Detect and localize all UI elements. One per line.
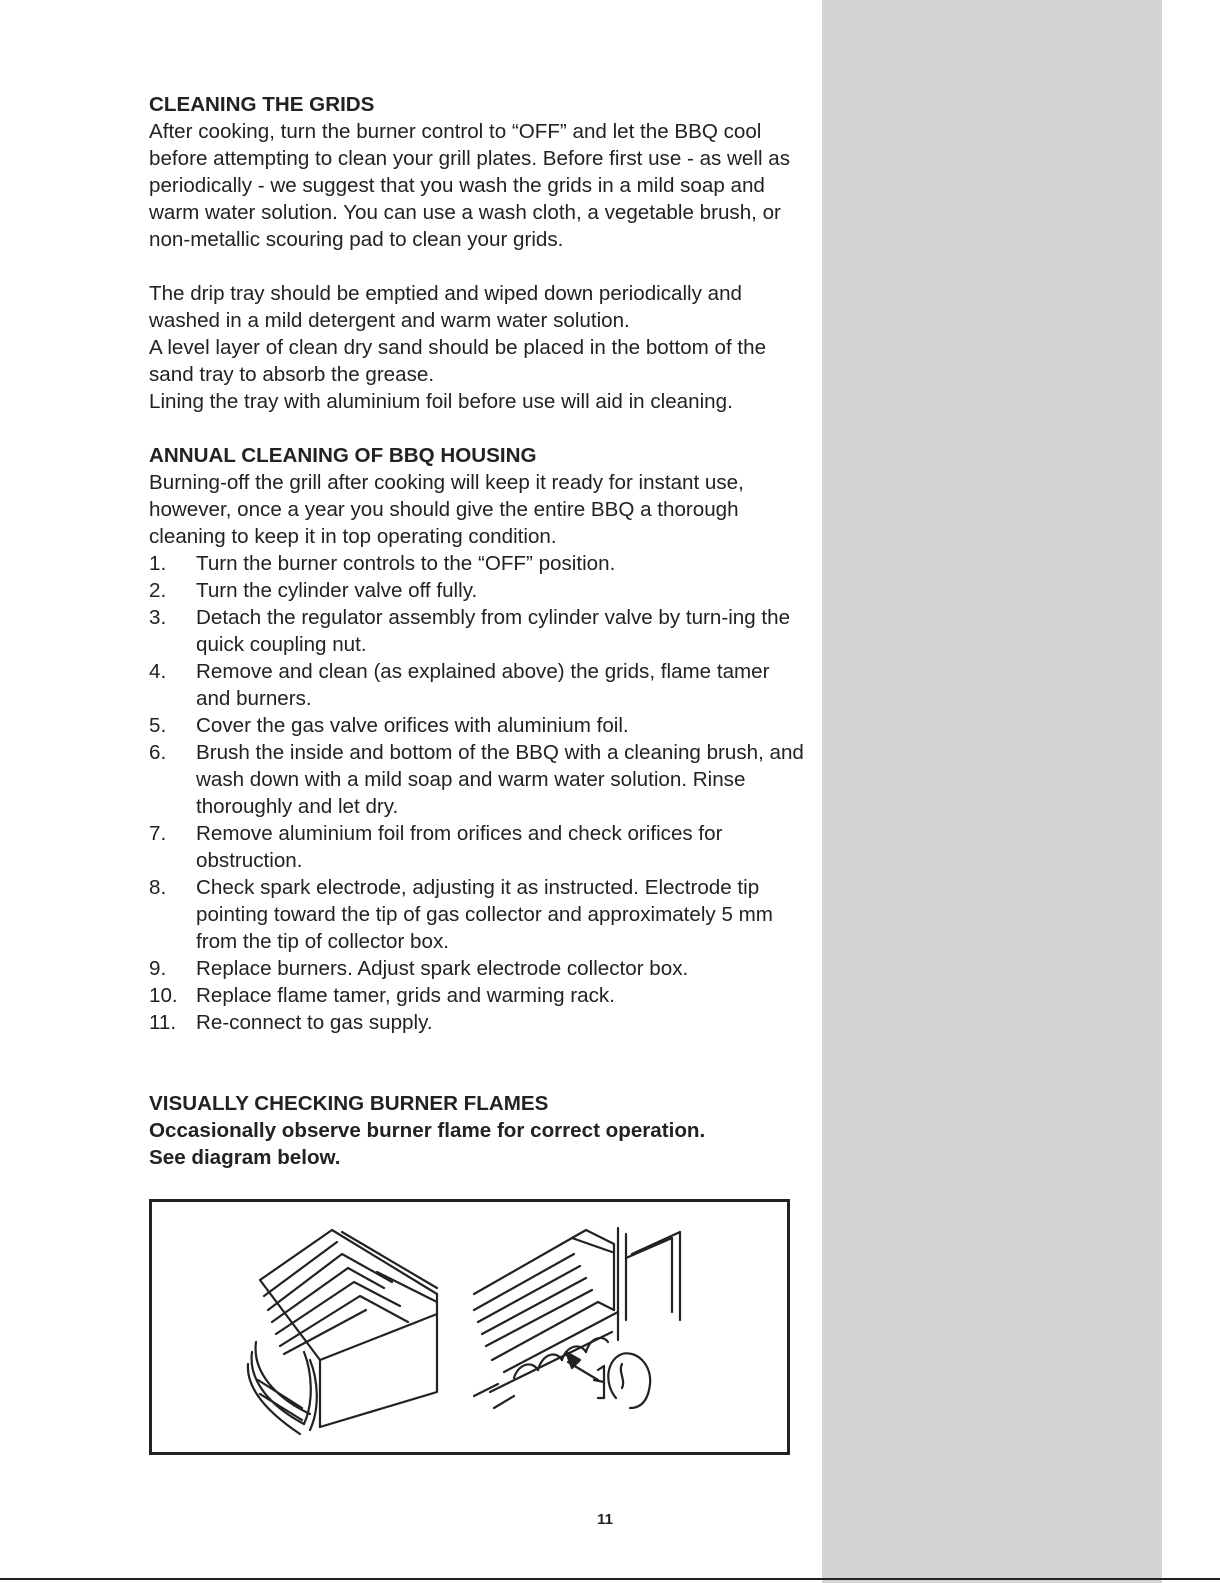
bottom-rule [0,1578,1220,1580]
list-item [149,604,809,658]
foil-lining-paragraph: Lining the tray with aluminium foil before use will aid in cleaning. [149,390,733,413]
section-heading-annual-cleaning: ANNUAL CLEANING OF BBQ HOUSING [149,444,537,467]
burner-flame-diagram [149,1199,790,1455]
burner-flames-drawing [474,1228,680,1408]
step-number: 9. [149,957,167,980]
list-item [149,955,809,982]
step-number: 7. [149,822,167,845]
step-number: 10. [149,984,178,1007]
step-number: 2. [149,579,167,602]
page-number: 11 [597,1511,613,1528]
step-number: 3. [149,606,167,629]
sand-tray-paragraph: A level layer of clean dry sand should be placed in the bottom of the sand tray to absorb the grease. [149,336,767,386]
list-item [149,712,809,739]
list-item [149,874,809,955]
list-item [149,550,809,577]
side-margin-panel [822,0,1162,1583]
manual-content [149,91,809,1171]
list-item [149,982,809,1009]
section-heading-cleaning-grids: CLEANING THE GRIDS [149,93,375,116]
step-number: 8. [149,876,167,899]
cleaning-steps-list [149,550,809,1036]
list-item [149,1009,809,1036]
drip-tray-paragraph: The drip tray should be emptied and wiped down periodically and washed in a mild detergent and warm water solution. [149,282,743,332]
step-text: Remove and clean (as explained above) the grids, flame tamer and burners. [196,660,770,710]
step-number: 4. [149,660,167,683]
step-number: 5. [149,714,167,737]
list-item [149,820,809,874]
step-text: Re-connect to gas supply. [196,1011,433,1034]
step-text: Turn the burner controls to the “OFF” position. [196,552,616,575]
annual-cleaning-intro: Burning-off the grill after cooking will keep it ready for instant use, however, once a year you should give the entire BBQ a thorough cleaning to keep it in top operating condition. [149,471,744,548]
step-text: Remove aluminium foil from orifices and check orifices for obstruction. [196,822,723,872]
flame-tamer-drawing [248,1230,437,1434]
section-heading-burner-flames: VISUALLY CHECKING BURNER FLAMES [149,1092,549,1115]
list-item [149,658,809,712]
step-number: 1. [149,552,167,575]
step-number: 11. [149,1011,177,1034]
step-text: Detach the regulator assembly from cylinder valve by turn-ing the quick coupling nut. [196,606,791,656]
step-text: Turn the cylinder valve off fully. [196,579,478,602]
flames-diagram-reference: See diagram below. [149,1146,341,1169]
burner-illustration [152,1202,787,1452]
step-text: Cover the gas valve orifices with aluminium foil. [196,714,629,737]
step-number: 6. [149,741,167,764]
step-text: Replace flame tamer, grids and warming rack. [196,984,615,1007]
step-text: Replace burners. Adjust spark electrode collector box. [196,957,689,980]
flames-instruction: Occasionally observe burner flame for correct operation. [149,1119,706,1142]
step-text: Brush the inside and bottom of the BBQ with a cleaning brush, and wash down with a mild soap and warm water solution. Rinse thoroughly and let dry. [196,741,804,818]
list-item [149,739,809,820]
list-item [149,577,809,604]
grids-paragraph: After cooking, turn the burner control to “OFF” and let the BBQ cool before attempting to clean your grill plates. Before first use - as well as periodically - we suggest that you wash the grids in a mild soap and warm water solution. You can use a wash cloth, a vegetable brush, or non-metallic scouring pad to clean your grids. [149,120,791,251]
step-text: Check spark electrode, adjusting it as instructed. Electrode tip pointing toward the tip of gas collector and approximately 5 mm from the tip of collector box. [196,876,773,953]
